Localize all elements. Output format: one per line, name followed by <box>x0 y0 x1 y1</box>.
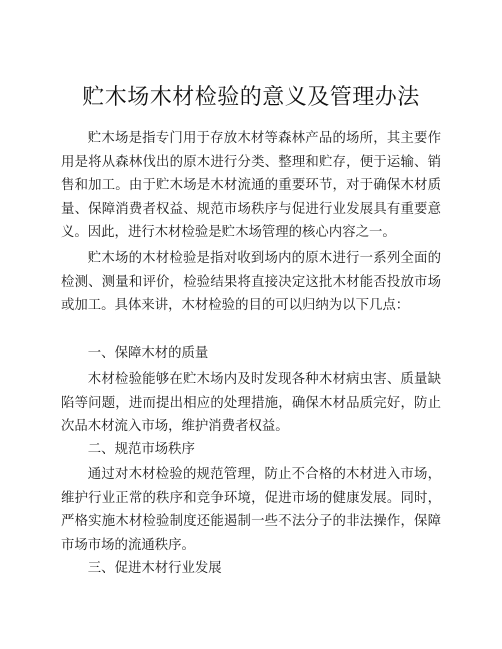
intro-paragraph: 贮木场是指专门用于存放木材等森林产品的场所，其主要作用是将从森林伐出的原木进行分类、整理和贮存，便于运输、销售和加工。由于贮木场是木材流通的重要环节，对于确保木材质量、保障消费者权益、规范市场秩序与促进行业发展具有重要意义。因此，进行木材检验是贮木场管理的核心内容之一。 <box>61 131 441 240</box>
page-title: 贮木场木材检验的意义及管理办法 <box>82 85 420 110</box>
purpose-paragraph: 贮木场的木材检验是指对收到场内的原木进行一系列全面的检测、测量和评价，检验结果将直接决定这批木材能否投放市场或加工。具体来讲，木材检验的目的可以归纳为以下几点： <box>61 251 441 313</box>
section-heading: 一、保障木材的质量 <box>87 346 209 361</box>
section-heading: 三、促进木材行业发展 <box>87 561 222 576</box>
section-body: 木材检验能够在贮木场内及时发现各种木材病虫害、质量缺陷等问题，进而提出相应的处理措施，确保木材品质完好，防止次品木材流入市场，维护消费者权益。 <box>61 372 441 434</box>
section-body: 通过对木材检验的规范管理，防止不合格的木材进入市场，维护行业正常的秩序和竞争环境，促进市场的健康发展。同时，严格实施木材检验制度还能遏制一些不法分子的非法操作，保障市场市场的流通秩序。 <box>61 467 441 553</box>
section-heading: 二、规范市场秩序 <box>87 442 195 457</box>
